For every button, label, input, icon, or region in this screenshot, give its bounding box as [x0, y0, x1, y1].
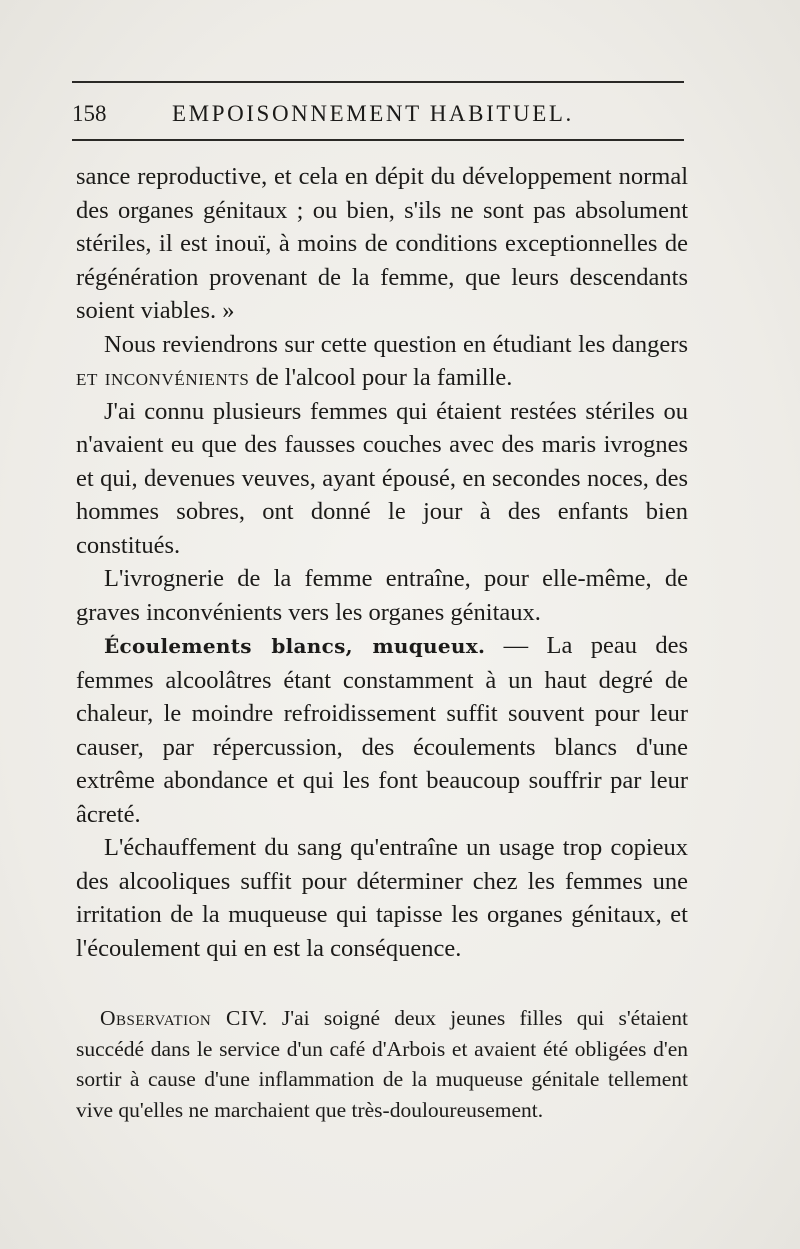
observation-text: J'ai soigné deux jeunes filles qui s'étaient succédé dans le service d'un café d'Arbois et avaient été obligées d'en sortir à cause d'une inflammation de la muqueuse génitale tellement vive qu'elles ne marchaient que très-douloureusement. [76, 1006, 688, 1122]
observation-block [76, 1003, 688, 1125]
section-heading: Écoulements blancs, muqueux. [104, 634, 486, 658]
paragraph-text-end: de l'alcool pour la famille. [249, 364, 513, 391]
header-bottom-rule [72, 139, 684, 141]
observation-paragraph [76, 1003, 688, 1125]
page-number: 158 [72, 101, 107, 126]
paragraph-text-start: Nous reviendrons sur cette question en étudiant les dangers [104, 330, 688, 358]
paragraph-family-dangers [76, 328, 688, 395]
running-header [72, 95, 684, 131]
body-text [76, 160, 688, 965]
paragraph-sterile-women: J'ai connu plusieurs femmes qui étaient restées stériles ou n'avaient eu que des fausses couches avec des maris ivrognes et qui, devenues veuves, ayant épousé, en secondes noces, des hommes sobres, ont donné le jour à des enfants bien constitués. [76, 397, 688, 559]
small-caps-phrase: et inconvénients [76, 364, 250, 391]
paragraph-drunkenness-woman: L'ivrognerie de la femme entraîne, pour elle-même, de graves inconvénients vers les organes génitaux. [76, 565, 688, 626]
section-text: — La peau des femmes alcoolâtres étant constamment à un haut degré de chaleur, le moindre refroidissement suffit souvent pour leur causer, par répercussion, des écoulements blancs d'une extrême abondance et qui les font beaucoup souffrir par leur âcreté. [76, 632, 688, 828]
paragraph-white-discharge [76, 629, 688, 831]
observation-label: Observation CIV. [100, 1006, 268, 1030]
header-top-rule [72, 81, 684, 83]
running-title: EMPOISONNEMENT HABITUEL. [172, 101, 574, 126]
paragraph-continuation: sance reproductive, et cela en dépit du développement normal des organes génitaux ; ou bien, s'ils ne sont pas absolument stériles, il est inouï, à moins de conditions exceptionnelles de régénération provenant de la femme, que leurs descendants soient viables. » [76, 163, 688, 324]
paragraph-blood-heating: L'échauffement du sang qu'entraîne un usage trop copieux des alcooliques suffit pour déterminer chez les femmes une irritation de la muqueuse qui tapisse les organes génitaux, et l'écoulement qui en est la conséquence. [76, 834, 688, 962]
